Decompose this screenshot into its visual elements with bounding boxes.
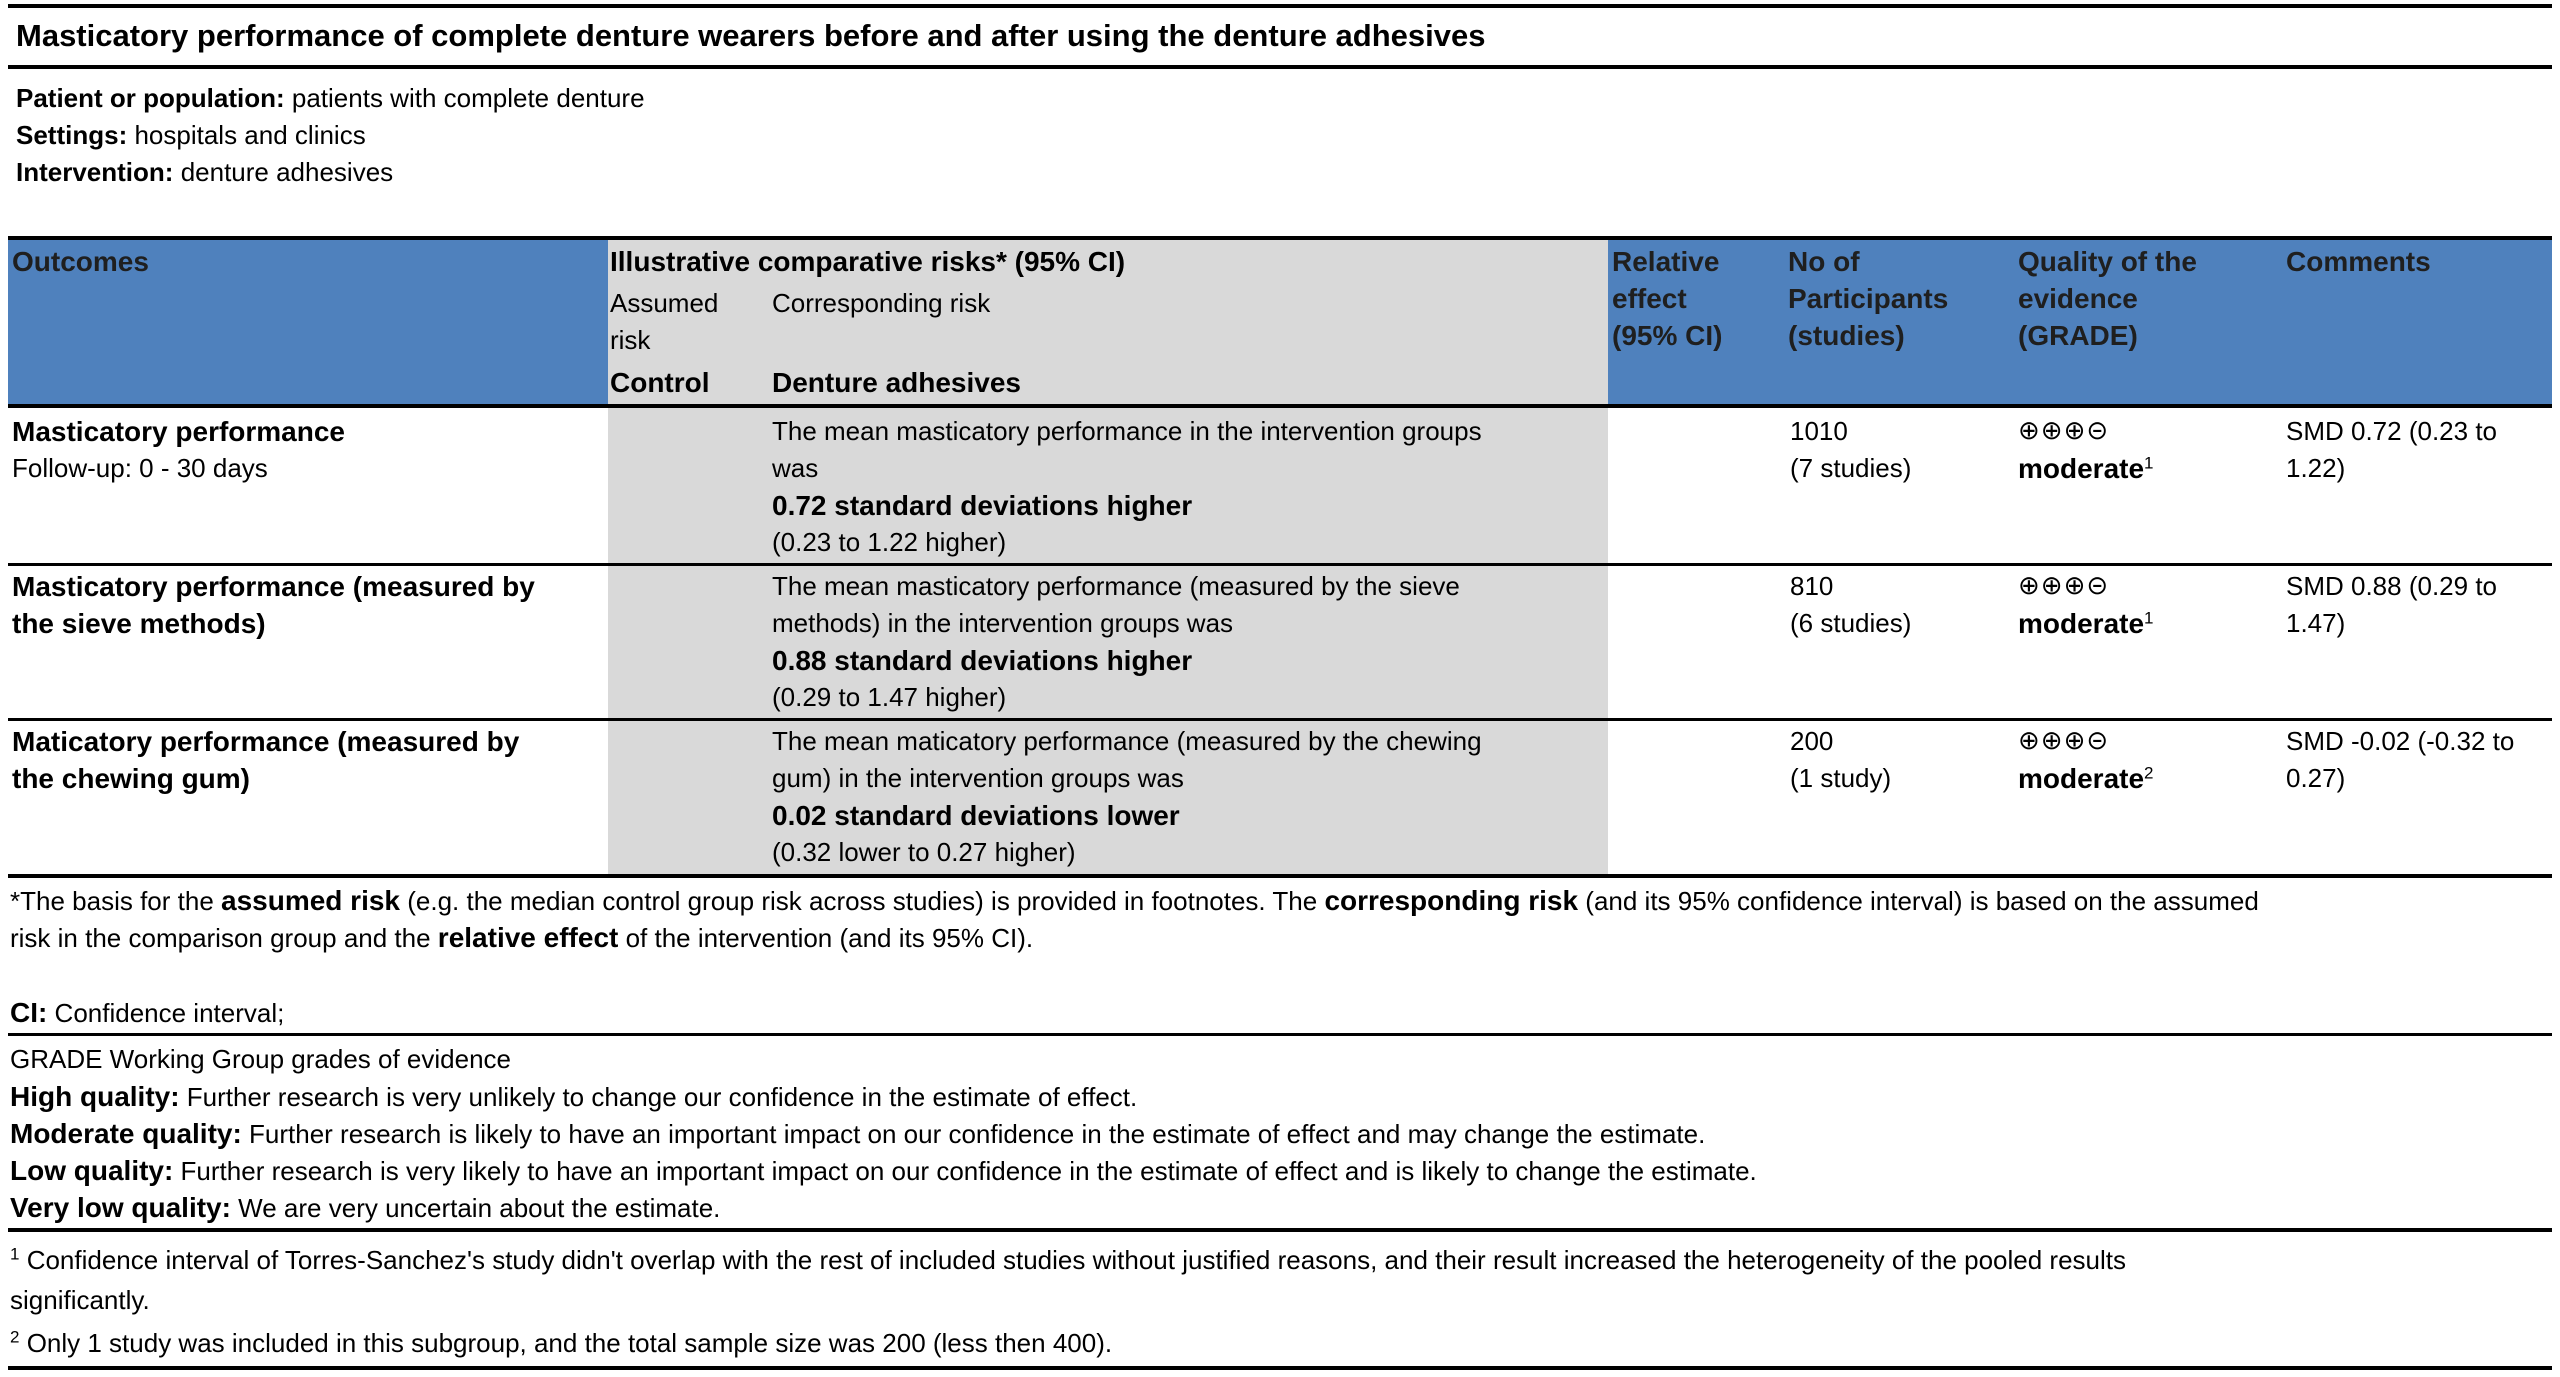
bottom-rule: [8, 1366, 2552, 1370]
assumed-risk-note-line2: risk in the comparison group and the relative effect of the intervention (and its 95% CI).: [10, 922, 1034, 953]
quality-cell: ⊕⊕⊕⊝ moderate$^1$: [2018, 413, 2154, 488]
table-title: Masticatory performance of complete denture wearers before and after using the denture adhesives: [16, 18, 1486, 53]
grade-low: Low quality: Further research is very likely to have an important impact on our confidence in the estimate of effect and is likely to change the estimate.: [10, 1155, 1757, 1186]
patient-label: Patient or population:: [16, 83, 285, 113]
top-rule: [8, 4, 2552, 8]
header-illustrative: Illustrative comparative risks* (95% CI): [610, 246, 1126, 277]
header-assumed-risk-1: Assumed: [610, 288, 719, 318]
participants-cell: 1010 (7 studies): [1790, 416, 1912, 483]
participants-cell: 200 (1 study): [1790, 726, 1892, 793]
header-participants: No of Participants (studies): [1788, 246, 1949, 351]
notes-top-rule: [8, 1228, 2552, 1232]
grade-high: High quality: Further research is very unlikely to change our confidence in the estimate of effect.: [10, 1081, 1138, 1112]
header-control: Control: [610, 367, 710, 398]
population-block: [16, 80, 645, 191]
quality-cell: ⊕⊕⊕⊝ moderate$^1$: [2018, 568, 2154, 643]
intervention-value: denture adhesives: [180, 157, 394, 187]
comments-cell: SMD 0.88 (0.29 to 1.47): [2286, 571, 2497, 638]
grade-symbols-icon: ⊕⊕⊕⊝: [2018, 726, 2110, 756]
grade-top-rule: [8, 1033, 2552, 1036]
header-outcomes: Outcomes: [12, 246, 149, 277]
corresponding-risk-cell: The mean masticatory performance in the intervention groups was 0.72 standard deviations higher (0.23 to 1.22 higher): [772, 416, 1482, 557]
grade-moderate: Moderate quality: Further research is likely to have an important impact on our confidence in the estimate of effect and may change the estimate.: [10, 1118, 1706, 1149]
settings-label: Settings:: [16, 120, 128, 150]
grade-title: GRADE Working Group grades of evidence: [10, 1044, 511, 1074]
grade-symbols-icon: ⊕⊕⊕⊝: [2018, 416, 2110, 446]
patient-value: patients with complete denture: [291, 83, 645, 113]
grade-very-low: Very low quality: We are very uncertain about the estimate.: [10, 1192, 721, 1223]
header-assumed-risk-2: risk: [610, 325, 651, 355]
ci-definition: CI: Confidence interval;: [10, 997, 285, 1028]
comments-cell: SMD -0.02 (-0.32 to 0.27): [2286, 726, 2515, 793]
comments-cell: SMD 0.72 (0.23 to 1.22): [2286, 416, 2497, 483]
grade-symbols-icon: ⊕⊕⊕⊝: [2018, 571, 2110, 601]
quality-cell: ⊕⊕⊕⊝ moderate$^2$: [2018, 723, 2154, 798]
settings-value: hospitals and clinics: [134, 120, 366, 150]
header-corresponding-risk: Corresponding risk: [772, 288, 991, 318]
header-comments: Comments: [2286, 246, 2431, 277]
title-rule: [8, 65, 2552, 69]
footnote-1: $^1$ Confidence interval of Torres-Sanchez's study didn't overlap with the rest of included studies without justified reasons, and their result increased the heterogeneity of the pooled results: [10, 1244, 2127, 1275]
row-divider: [8, 718, 2552, 721]
header-relative-effect: Relative effect (95% CI): [1612, 246, 1723, 351]
intervention-label: Intervention:: [16, 157, 174, 187]
participants-cell: 810 (6 studies): [1790, 571, 1912, 638]
outcome-cell: Maticatory performance (measured by the chewing gum): [12, 726, 520, 794]
footnote-1-line2: significantly.: [10, 1285, 150, 1315]
corresponding-risk-cell: The mean masticatory performance (measured by the sieve methods) in the intervention groups was 0.88 standard deviations higher (0.29 to 1.47 higher): [772, 571, 1460, 712]
footnote-2: $^2$ Only 1 study was included in this subgroup, and the total sample size was 200 (less then 400).: [10, 1327, 1113, 1358]
table-bottom-rule: [8, 874, 2552, 878]
outcome-cell: Masticatory performance Follow-up: 0 - 30 days: [12, 416, 346, 483]
outcome-cell: Masticatory performance (measured by the sieve methods): [12, 571, 535, 639]
row-divider: [8, 563, 2552, 566]
corresponding-risk-cell: The mean maticatory performance (measured by the chewing gum) in the intervention groups was 0.02 standard deviations lower (0.32 lower to 0.27 higher): [772, 726, 1482, 867]
header-quality: Quality of the evidence (GRADE): [2018, 246, 2197, 351]
header-denture-adhesives: Denture adhesives: [772, 367, 1021, 398]
assumed-risk-note: *The basis for the assumed risk (e.g. the median control group risk across studies) is provided in footnotes. The corresponding risk (and its 95% confidence interval) is based on the assumed: [10, 885, 2259, 916]
